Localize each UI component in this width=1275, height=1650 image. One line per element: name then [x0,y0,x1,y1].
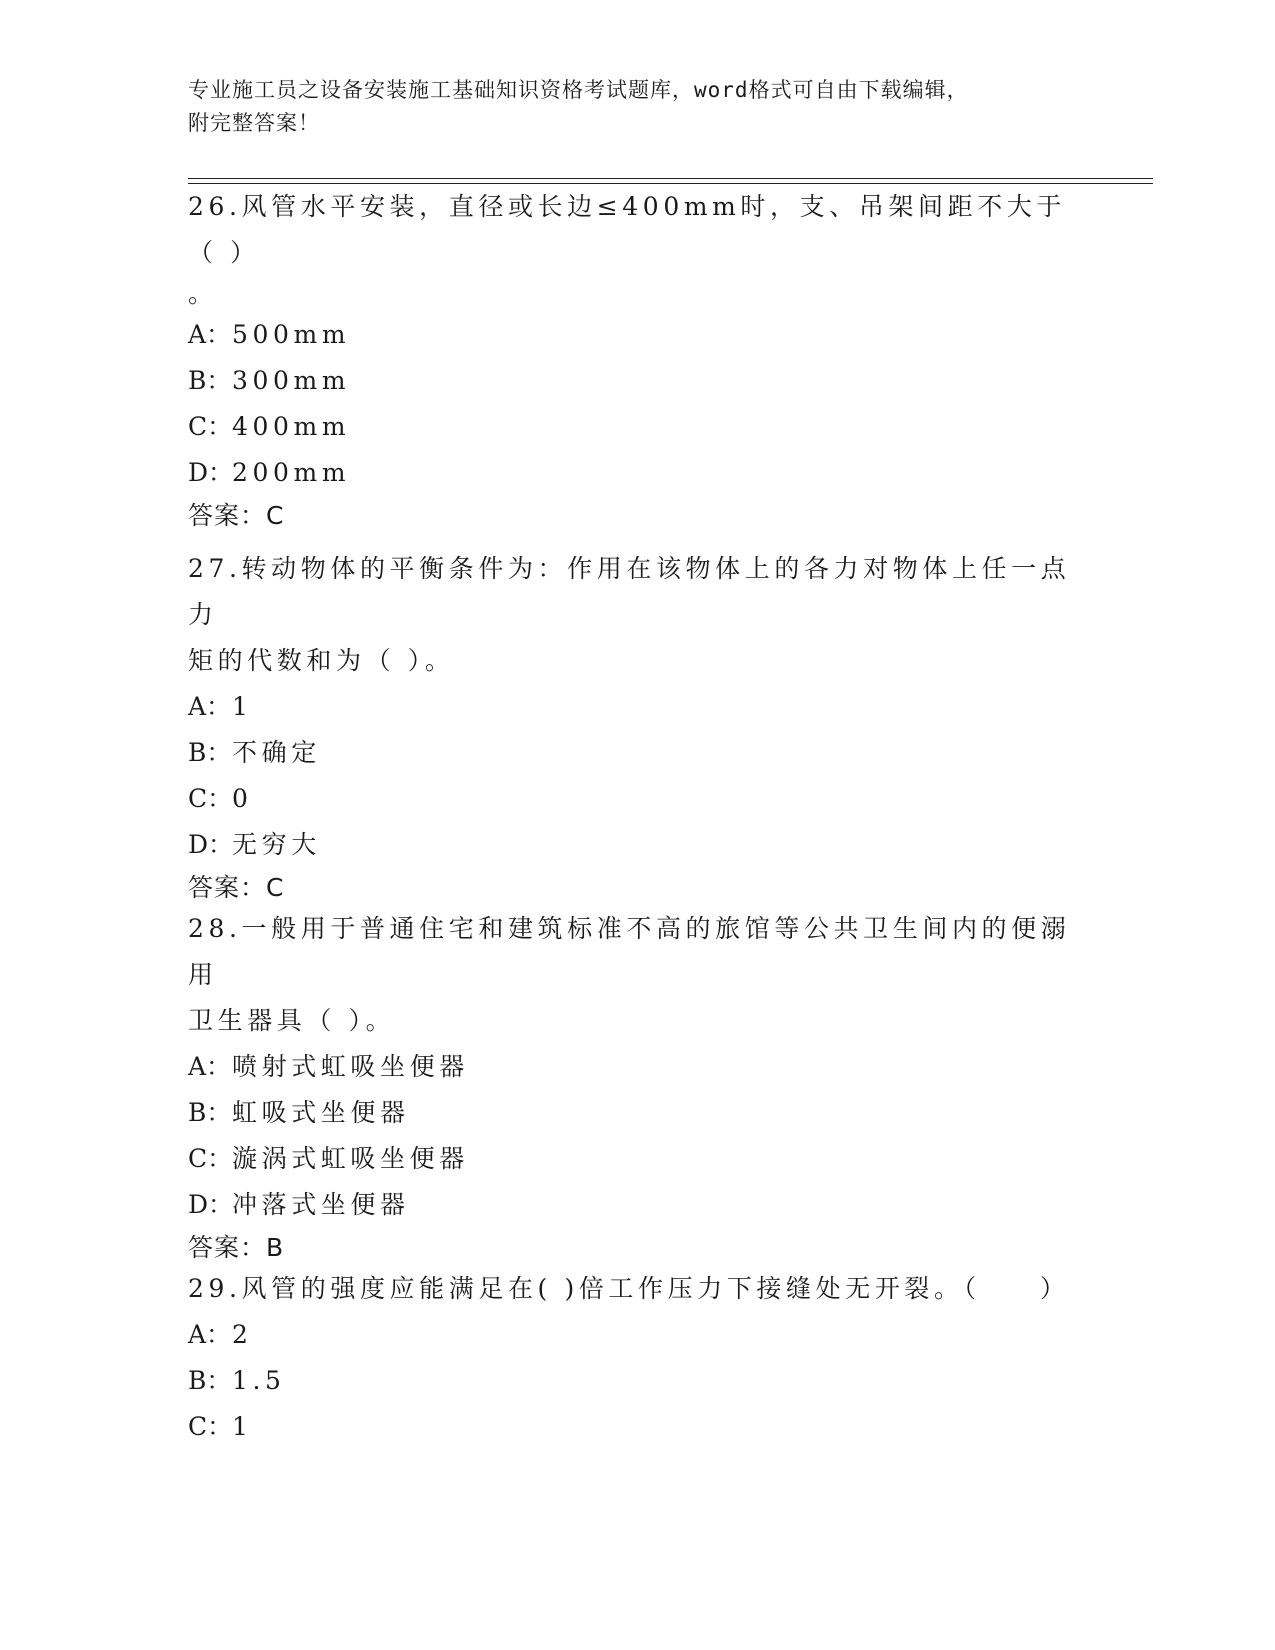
option-label: C： [188,1144,233,1173]
option-c [188,776,1088,822]
option-label: C： [188,1412,233,1441]
question-stem-line: 。 [188,279,218,308]
question-stem-line: 27.转动物体的平衡条件为：作用在该物体上的各力对物体上任一点力 [188,554,1071,629]
option-label: A： [188,1320,232,1349]
option-label: A： [188,692,232,721]
option-label: D： [188,458,234,487]
option-a [188,1312,1088,1358]
option-a [188,312,1088,358]
option-text: 400mm [232,412,351,441]
option-text: 1 [232,1412,253,1441]
option-label: B： [188,366,232,395]
question-27 [188,546,1088,908]
option-text: 300mm [232,366,351,395]
option-label: B： [188,738,232,767]
question-stem-line: 28.一般用于普通住宅和建筑标准不高的旅馆等公共卫生间内的便溺用 [188,914,1071,989]
option-text: 0 [232,784,253,813]
option-d [188,450,1088,496]
question-29 [188,1266,1088,1450]
option-text: 喷射式虹吸坐便器 [232,1052,469,1081]
question-26 [188,184,1088,536]
option-d [188,822,1088,868]
option-label: A： [188,1052,232,1081]
option-a [188,1044,1088,1090]
option-d [188,1182,1088,1228]
question-28 [188,906,1088,1268]
answer-line: 答案：B [188,1233,285,1262]
answer-line: 答案：C [188,873,285,902]
option-text: 漩涡式虹吸坐便器 [232,1144,469,1173]
question-stem-line: 矩的代数和为（ ）。 [188,646,455,675]
option-label: B： [188,1098,232,1127]
option-text: 不确定 [232,738,321,767]
option-text: 200mm [232,458,351,487]
option-text: 1.5 [232,1366,286,1395]
option-text: 冲落式坐便器 [232,1190,410,1219]
option-label: B： [188,1366,232,1395]
option-label: D： [188,1190,234,1219]
option-label: C： [188,784,233,813]
answer-line: 答案：C [188,501,285,530]
option-b [188,1358,1088,1404]
option-text: 500mm [232,320,351,349]
document-header [188,74,1088,140]
option-label: C： [188,412,233,441]
option-c [188,1404,1088,1450]
option-b [188,1090,1088,1136]
option-text: 无穷大 [232,830,321,859]
option-text: 虹吸式坐便器 [232,1098,410,1127]
option-a [188,684,1088,730]
header-line-1: 专业施工员之设备安装施工基础知识资格考试题库，word格式可自由下载编辑， [188,78,969,102]
option-text: 2 [232,1320,253,1349]
question-stem-line: 29.风管的强度应能满足在( )倍工作压力下接缝处无开裂。（ ） [188,1274,1070,1303]
option-b [188,358,1088,404]
question-stem-line: 卫生器具（ ）。 [188,1006,396,1035]
header-line-2: 附完整答案！ [188,111,320,135]
option-c [188,1136,1088,1182]
option-b [188,730,1088,776]
option-c [188,404,1088,450]
option-label: A： [188,320,232,349]
header-divider-top [188,178,1153,179]
question-stem-line: 26.风管水平安装，直径或长边≤400mm时，支、吊架间距不大于（ ） [188,192,1067,267]
option-label: D： [188,830,234,859]
option-text: 1 [232,692,253,721]
